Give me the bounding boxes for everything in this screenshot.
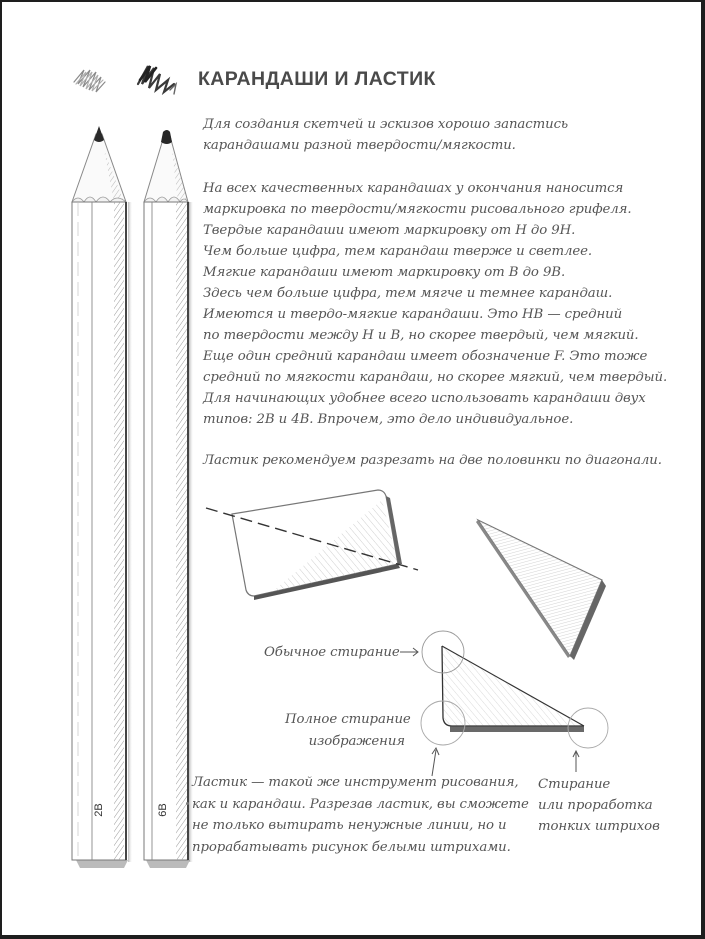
text-line: или проработка — [538, 798, 653, 813]
hard-pencil-scribble-icon — [74, 70, 105, 92]
arrow-up-icon — [573, 751, 579, 772]
arrow-right-icon — [400, 648, 418, 656]
pencil-scribble-swatches — [70, 60, 194, 100]
text-line: изображения — [308, 734, 405, 749]
text-line: Имеются и твердо-мягкие карандаши. Это НВ — средний — [203, 307, 623, 322]
pencil-label-2b: 2B — [93, 803, 105, 817]
pencil-2b — [72, 126, 132, 868]
eraser-diagram — [192, 480, 652, 780]
pencils-illustration — [70, 120, 200, 880]
page-title: КАРАНДАШИ И ЛАСТИК — [198, 68, 436, 90]
text-line: Ластик — такой же инструмент рисования, — [192, 775, 519, 790]
pencil-label-6b: 6B — [157, 803, 169, 817]
normal-erasing-label: Обычное стирание — [264, 645, 400, 660]
text-line: Чем больше цифра, тем карандаш тверже и светлее. — [203, 244, 593, 259]
text-line: Полное стирание — [285, 712, 411, 727]
text-line: Твердые карандаши имеют маркировку от Н до 9Н. — [203, 223, 576, 238]
soft-pencil-scribble-icon — [138, 66, 176, 94]
text-line: средний по мягкости карандаш, но скорее мягкий, чем твердый. — [203, 370, 668, 385]
text-line: прорабатывать рисунок белыми штрихами. — [192, 839, 511, 855]
whole-eraser-sketch — [206, 490, 418, 600]
text-line: Для создания скетчей и эскизов хорошо запастись — [203, 117, 569, 132]
text-line: Для начинающих удобнее всего использовать карандаши двух — [203, 391, 646, 406]
text-line: Здесь чем больше цифра, тем мягче и темнее карандаш. — [203, 286, 613, 301]
marking-paragraph — [203, 178, 667, 430]
book-page — [2, 2, 701, 935]
intro-paragraph — [203, 114, 568, 156]
text-line: Стирание — [538, 777, 611, 792]
graphite-tip-icon — [161, 130, 172, 144]
full-erasing-label — [285, 709, 411, 753]
text-line: как и карандаш. Разрезав ластик, вы сможете — [192, 796, 529, 812]
cut-eraser-half-sketch — [476, 520, 606, 660]
text-line: типов: 2В и 4В. Впрочем, это дело индивидуальное. — [203, 412, 574, 427]
text-line: Еще один средний карандаш имеет обозначение F. Это тоже — [203, 349, 648, 364]
bullet-dot — [186, 802, 189, 805]
text-line: Ластик рекомендуем разрезать на две половинки по диагонали. — [203, 453, 662, 468]
text-line: карандашами разной твердости/мягкости. — [203, 138, 516, 153]
pencil-6b — [144, 130, 193, 868]
text-line: маркировка по твердости/мягкости рисовального грифеля. — [203, 202, 632, 217]
thin-strokes-label — [538, 774, 660, 837]
eraser-tip-paragraph — [203, 450, 662, 471]
text-line: тонких штрихов — [538, 819, 660, 834]
text-line: не только вытирать ненужные линии, но и — [192, 818, 507, 833]
text-line: по твердости между Н и В, но скорее твердый, чем мягкий. — [203, 328, 639, 343]
eraser-note-paragraph — [192, 772, 529, 858]
text-line: На всех качественных карандашах у окончания наносится — [203, 181, 624, 196]
text-line: Мягкие карандаши имеют маркировку от В до 9В. — [203, 265, 566, 280]
